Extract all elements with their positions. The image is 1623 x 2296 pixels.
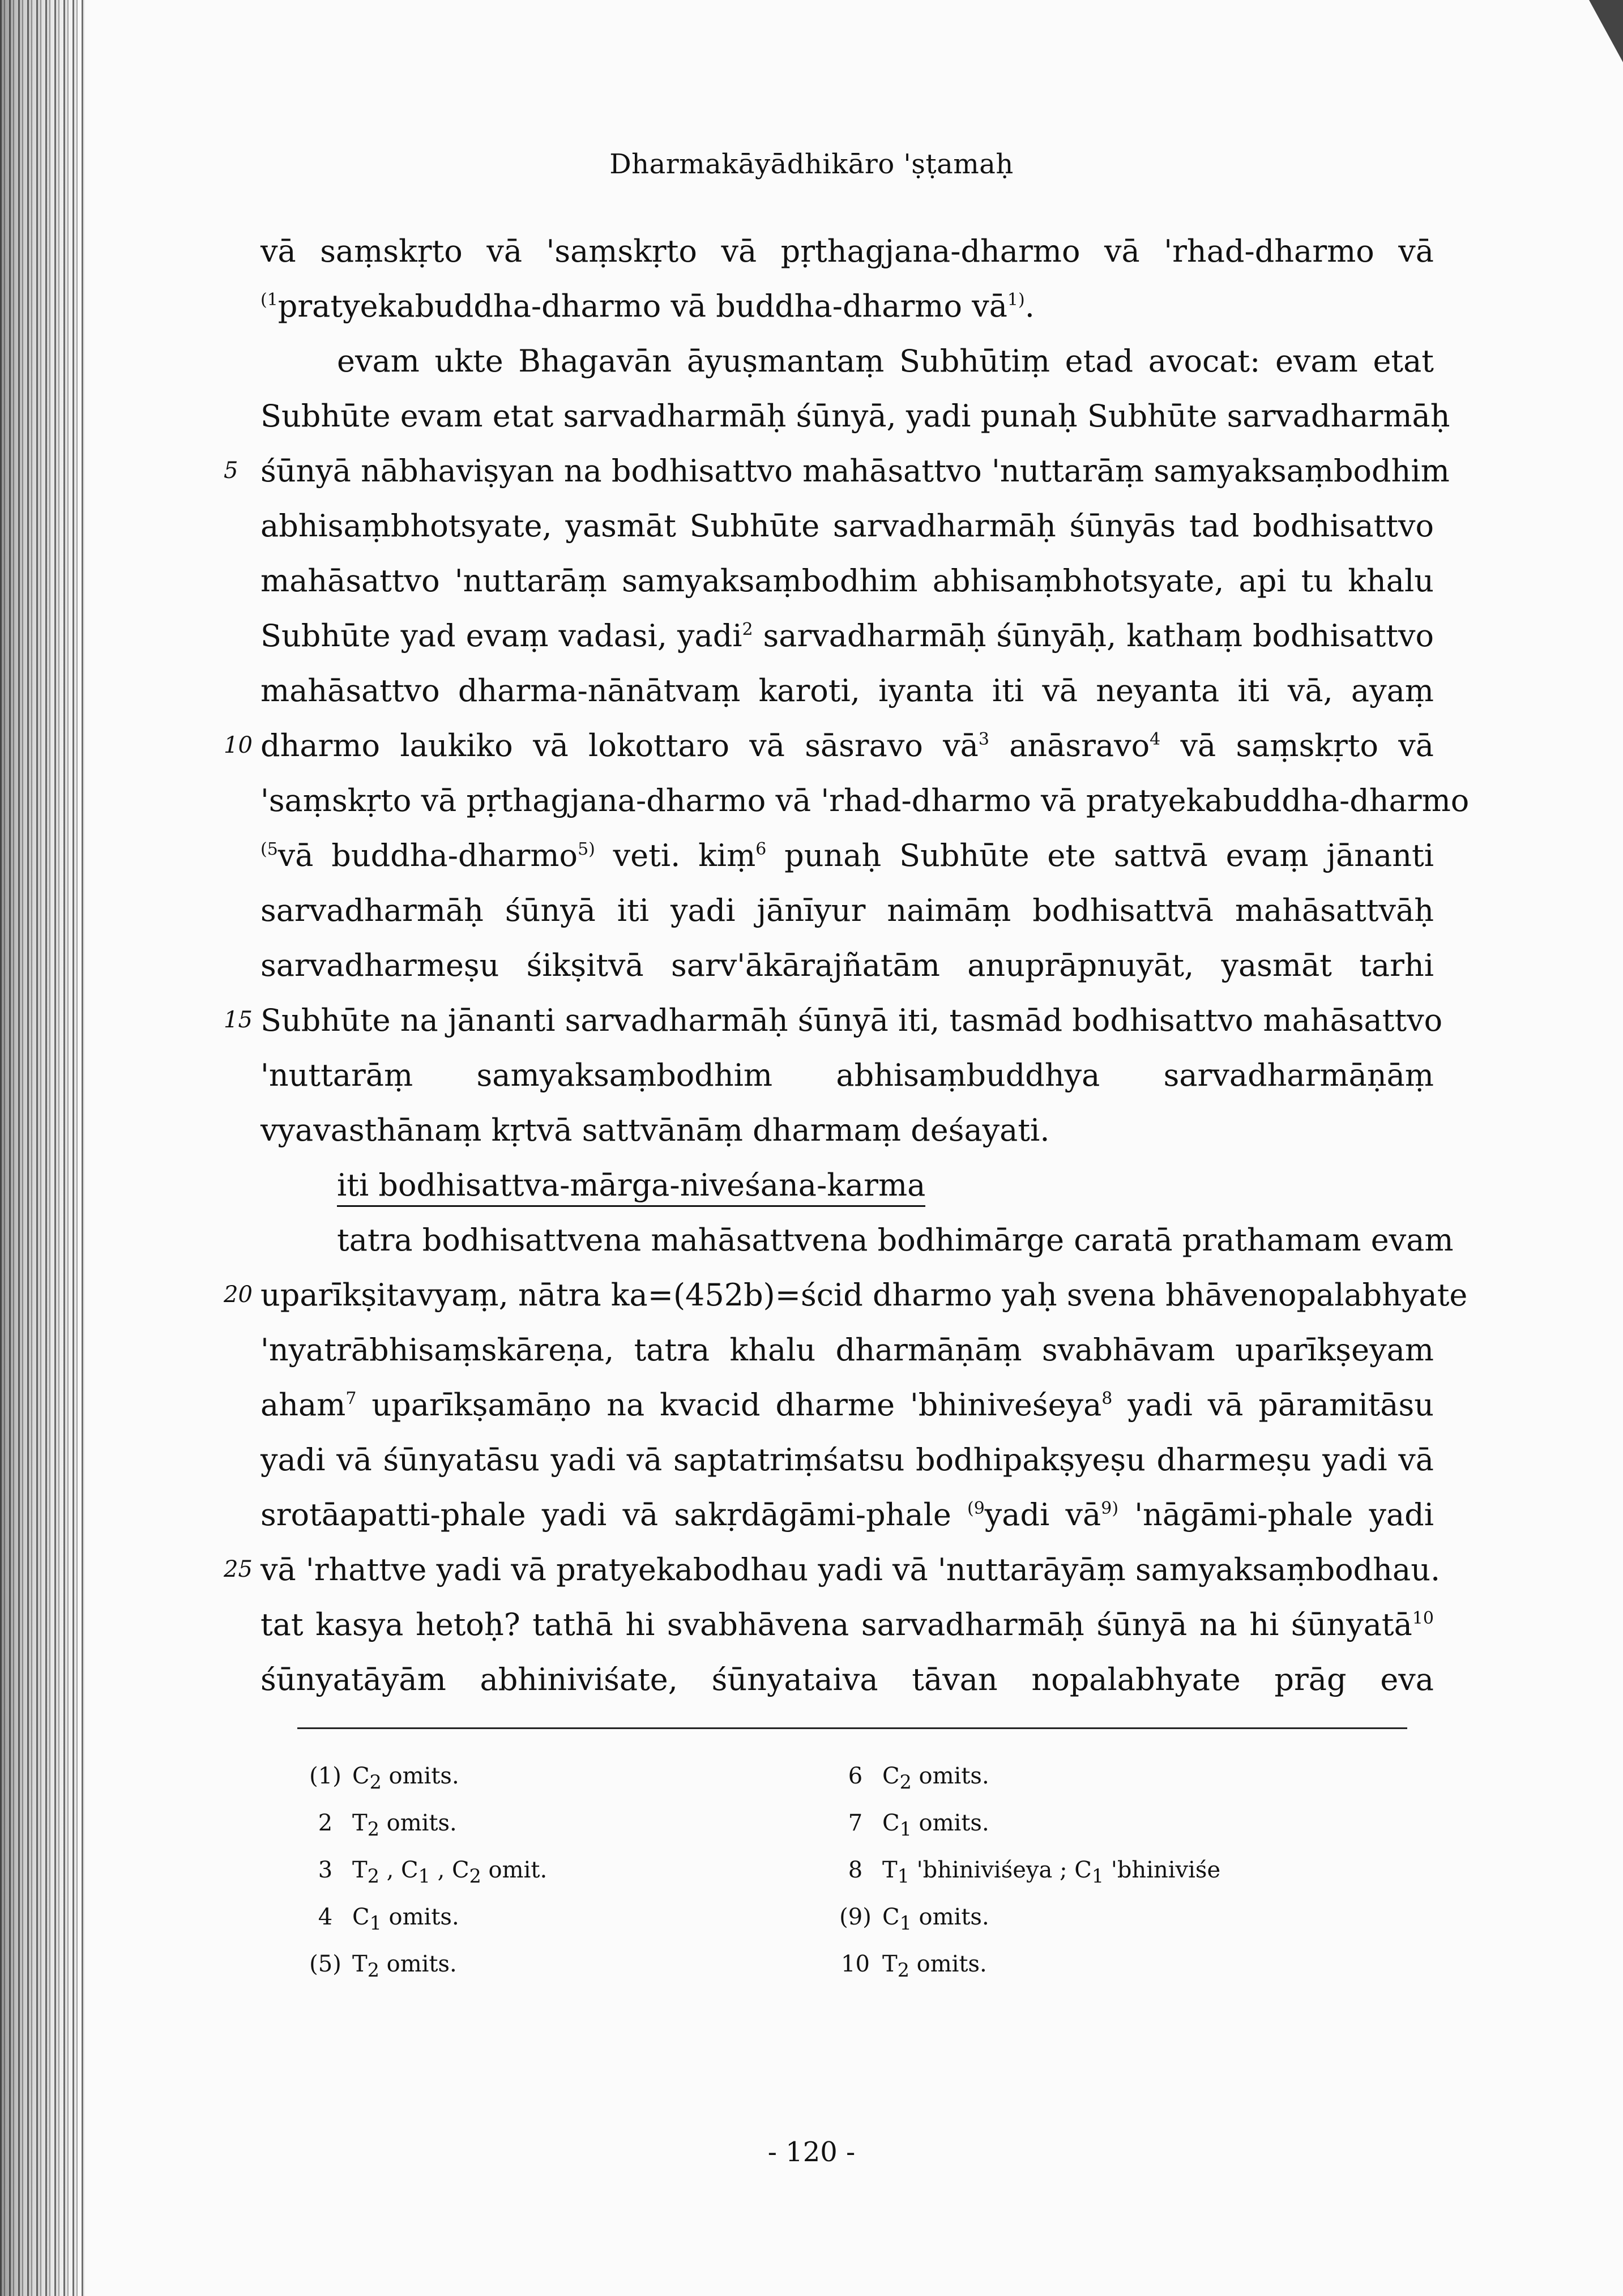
note-text: omits. xyxy=(911,1763,989,1789)
footnote-ref: 2 xyxy=(742,620,753,639)
text-line xyxy=(260,224,1434,279)
text-span: vā buddha-dharmo xyxy=(277,838,578,873)
note-text: 'bhiniviśeya ; C xyxy=(909,1857,1092,1883)
text-span: evam ukte Bhagavān āyuṣmantaṃ Subhūtiṃ etad avocat: evam etat xyxy=(337,343,1434,379)
text-span: aham xyxy=(260,1387,346,1423)
text-span: śūnyatāyām abhiniviśate, śūnyataiva tāvan nopalabhyate prāg eva xyxy=(260,1662,1434,1697)
siglum-index: 2 xyxy=(367,1959,379,1981)
note-text: omits. xyxy=(911,1810,989,1836)
footnote-ref: 10 xyxy=(1412,1608,1434,1628)
note-text: omits. xyxy=(381,1904,459,1930)
siglum-index: 2 xyxy=(469,1865,481,1887)
text-span: yadi vā pāramitāsu xyxy=(1112,1387,1434,1423)
variant-open-marker: (9 xyxy=(967,1499,985,1518)
note-text: omit. xyxy=(481,1857,548,1883)
manuscript-siglum: C xyxy=(882,1810,900,1836)
footnote-separator xyxy=(297,1727,1407,1729)
siglum-index: 1 xyxy=(369,1912,382,1934)
footnote-text xyxy=(352,1944,808,1991)
footnote-key: (1) xyxy=(309,1763,341,1789)
text-line xyxy=(260,1322,1434,1377)
footnote-key: 10 xyxy=(841,1951,870,1977)
text-span: vā 'rhattve yadi vā pratyekabodhau yadi vā 'nuttarāyāṃ samyaksaṃbodhau. xyxy=(260,1552,1441,1587)
text-line xyxy=(260,773,1470,828)
footnote-ref: 3 xyxy=(978,729,989,749)
siglum-index: 1 xyxy=(897,1865,909,1887)
footnote-text xyxy=(352,1756,808,1803)
siglum-index: 1 xyxy=(1091,1865,1104,1887)
footnote-ref: 6 xyxy=(755,839,767,859)
text-line xyxy=(260,1048,1434,1103)
line-number: 5 xyxy=(224,458,238,484)
footnote-ref: 8 xyxy=(1101,1389,1113,1409)
text-line xyxy=(260,1103,1434,1158)
text-line xyxy=(260,1597,1434,1652)
text-line xyxy=(260,663,1434,718)
note-text: omits. xyxy=(379,1951,457,1977)
text-span: pratyekabuddha-dharmo vā buddha-dharmo vā xyxy=(277,288,1007,324)
scan-corner-mark xyxy=(1589,0,1623,62)
text-line xyxy=(260,1432,1434,1487)
text-line xyxy=(260,1487,1434,1542)
line-number: 15 xyxy=(224,1007,253,1033)
variant-open-marker: (1 xyxy=(260,290,278,310)
footnote-key: 7 xyxy=(848,1810,863,1836)
text-span: uparīkṣamāṇo na kvacid dharme 'bhiniveśeya xyxy=(356,1387,1102,1423)
note-text: , C xyxy=(430,1857,469,1883)
section-heading: iti bodhisattva-mārga-niveśana-karma xyxy=(337,1166,925,1207)
main-text xyxy=(224,224,1470,1707)
text-line xyxy=(260,389,1450,443)
footnote-ref: 7 xyxy=(345,1389,357,1409)
text-span: srotāapatti-phale yadi vā sakṛdāgāmi-phale xyxy=(260,1497,967,1533)
text-span: anāsravo xyxy=(989,728,1150,763)
text-line xyxy=(260,498,1434,553)
footnote-key: 2 xyxy=(318,1810,333,1836)
footnote-text xyxy=(882,1756,1451,1803)
text-span: yadi vā śūnyatāsu yadi vā saptatriṃśatsu bodhipakṣyeṣu dharmeṣu yadi vā xyxy=(260,1442,1434,1478)
text-span: uparīkṣitavyaṃ, nātra ka=(452b)=ścid dharmo yaḥ svena bhāvenopalabhyate xyxy=(260,1277,1468,1313)
footnote-ref: 4 xyxy=(1150,729,1161,749)
note-text: omits. xyxy=(381,1763,459,1789)
text-span: 'nuttarāṃ samyaksaṃbodhim abhisaṃbuddhya sarvadharmāṇāṃ xyxy=(260,1057,1434,1093)
footnote-text xyxy=(352,1850,808,1897)
text-span: vā saṃskṛto vā 'saṃskṛto vā pṛthagjana-dharmo vā 'rhad-dharmo vā xyxy=(260,233,1434,269)
footnote-text xyxy=(882,1803,1451,1850)
text-line xyxy=(260,938,1434,993)
text-line xyxy=(260,334,1434,389)
variant-open-marker: (5 xyxy=(260,839,278,859)
footnote-key: 6 xyxy=(848,1763,863,1789)
text-span: Subhūte evam etat sarvadharmāḥ śūnyā, yadi punaḥ Subhūte sarvadharmāḥ xyxy=(260,398,1450,434)
manuscript-siglum: T xyxy=(882,1857,898,1883)
manuscript-siglum: C xyxy=(352,1763,370,1789)
footnote-text xyxy=(882,1850,1451,1897)
text-line xyxy=(224,718,1434,773)
note-text: omits. xyxy=(911,1904,989,1930)
footnote-text xyxy=(352,1897,808,1944)
text-span: punaḥ Subhūte ete sattvā evaṃ jānanti xyxy=(766,838,1434,873)
footnote xyxy=(828,1897,1451,1944)
line-number: 10 xyxy=(224,732,253,758)
variant-close-marker: 5) xyxy=(578,839,595,859)
manuscript-siglum: T xyxy=(882,1951,898,1977)
text-span: śūnyā nābhaviṣyan na bodhisattvo mahāsattvo 'nuttarāṃ samyaksaṃbodhim xyxy=(260,453,1450,489)
text-line xyxy=(224,1542,1441,1597)
text-line xyxy=(260,828,1434,883)
siglum-index: 2 xyxy=(367,1865,379,1887)
note-text: 'bhiniviśe xyxy=(1104,1857,1221,1883)
text-span: 'nāgāmi-phale yadi xyxy=(1118,1497,1434,1533)
footnote-text xyxy=(352,1803,808,1850)
footnote xyxy=(828,1803,1451,1850)
text-line xyxy=(260,1652,1434,1707)
text-span: sarvadharmeṣu śikṣitvā sarv'ākārajñatām anuprāpnuyāt, yasmāt tarhi xyxy=(260,948,1434,983)
text-span: tatra bodhisattvena mahāsattvena bodhimārge caratā prathamam evam xyxy=(337,1222,1454,1258)
siglum-index: 2 xyxy=(367,1818,379,1840)
variant-close-marker: 9) xyxy=(1101,1499,1119,1518)
text-span: 'saṃskṛto vā pṛthagjana-dharmo vā 'rhad-dharmo vā pratyekabuddha-dharmo xyxy=(260,783,1470,818)
text-span: sarvadharmāḥ śūnyā iti yadi jānīyur naimāṃ bodhisattvā mahāsattvāḥ xyxy=(260,893,1434,928)
manuscript-siglum: T xyxy=(352,1857,368,1883)
text-span: abhisaṃbhotsyate, yasmāt Subhūte sarvadharmāḥ śūnyās tad bodhisattvo xyxy=(260,508,1434,544)
text-span: 'nyatrābhisaṃskāreṇa, tatra khalu dharmāṇāṃ svabhāvam uparīkṣeyam xyxy=(260,1332,1434,1368)
manuscript-siglum: C xyxy=(352,1904,370,1930)
scan-binding-shadow xyxy=(0,0,85,2296)
footnote-key: (5) xyxy=(309,1951,341,1977)
text-span: veti. kiṃ xyxy=(595,838,756,873)
note-text: omits. xyxy=(909,1951,987,1977)
footnote-text xyxy=(882,1897,1451,1944)
line-number: 20 xyxy=(224,1282,253,1308)
footnote-key: 8 xyxy=(848,1857,863,1883)
footnote-text xyxy=(882,1944,1451,1991)
siglum-index: 2 xyxy=(897,1959,909,1981)
text-span: mahāsattvo dharma-nānātvaṃ karoti, iyanta iti vā neyanta iti vā, ayaṃ xyxy=(260,673,1434,709)
text-span: vyavasthānaṃ kṛtvā sattvānāṃ dharmaṃ deśayati. xyxy=(260,1112,1050,1148)
text-line xyxy=(260,553,1434,608)
manuscript-siglum: T xyxy=(352,1951,368,1977)
variant-close-marker: 1) xyxy=(1007,290,1025,310)
manuscript-siglum: C xyxy=(882,1763,900,1789)
footnote xyxy=(298,1850,808,1897)
page-number: - 120 - xyxy=(767,2136,856,2168)
text-line xyxy=(260,1158,1434,1213)
footnotes-right xyxy=(828,1756,1451,1991)
text-line xyxy=(260,608,1434,663)
footnote xyxy=(828,1850,1451,1897)
text-line xyxy=(260,1213,1454,1268)
footnote-key: 4 xyxy=(318,1904,333,1930)
siglum-index: 1 xyxy=(899,1912,912,1934)
text-span: sarvadharmāḥ śūnyāḥ, kathaṃ bodhisattvo xyxy=(753,618,1434,654)
text-span: Subhūte na jānanti sarvadharmāḥ śūnyā iti, tasmād bodhisattvo mahāsattvo xyxy=(260,1002,1443,1038)
footnote xyxy=(298,1803,808,1850)
manuscript-siglum: C xyxy=(882,1904,900,1930)
siglum-index: 2 xyxy=(899,1771,912,1793)
manuscript-siglum: T xyxy=(352,1810,368,1836)
text-span: mahāsattvo 'nuttarāṃ samyaksaṃbodhim abhisaṃbhotsyate, api tu khalu xyxy=(260,563,1434,599)
footnote xyxy=(298,1944,808,1991)
footnote xyxy=(828,1944,1451,1991)
line-number: 25 xyxy=(224,1556,253,1582)
footnotes-left xyxy=(298,1756,808,1991)
text-line xyxy=(260,279,1434,334)
text-span: tat kasya hetoḥ? tathā hi svabhāvena sarvadharmāḥ śūnyā na hi śūnyatā xyxy=(260,1607,1412,1642)
footnote xyxy=(828,1756,1451,1803)
text-line xyxy=(260,1377,1434,1432)
note-text: omits. xyxy=(379,1810,457,1836)
text-span: . xyxy=(1024,288,1035,324)
footnote xyxy=(298,1756,808,1803)
text-line xyxy=(224,1268,1468,1322)
text-span: vā saṃskṛto vā xyxy=(1160,728,1434,763)
siglum-index: 2 xyxy=(369,1771,382,1793)
footnote-key: 3 xyxy=(318,1857,333,1883)
text-span: Subhūte yad evaṃ vadasi, yadi xyxy=(260,618,742,654)
text-line xyxy=(224,993,1443,1048)
text-line xyxy=(224,443,1450,498)
text-span: dharmo laukiko vā lokottaro vā sāsravo vā xyxy=(260,728,979,763)
siglum-index: 1 xyxy=(418,1865,430,1887)
text-line xyxy=(260,883,1434,938)
running-head: Dharmakāyādhikāro 'ṣṭamaḥ xyxy=(609,148,1014,180)
text-span: yadi vā xyxy=(984,1497,1101,1533)
footnote xyxy=(298,1897,808,1944)
note-text: , C xyxy=(379,1857,418,1883)
siglum-index: 1 xyxy=(899,1818,912,1840)
footnote-key: (9) xyxy=(839,1904,872,1930)
